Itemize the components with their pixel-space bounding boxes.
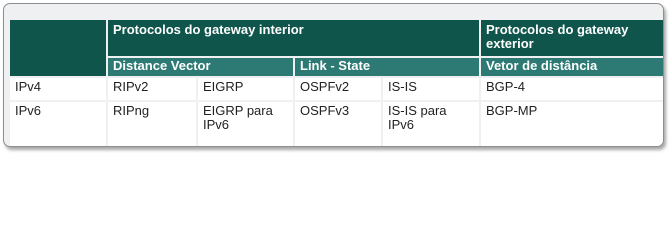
table-cell-exterior-protocol: BGP-4 [481,78,664,100]
distance-vector-header: Distance Vector [108,58,293,76]
table-cell-dv-protocol: RIPv2 [108,78,196,100]
exterior-gateway-header: Protocolos do gateway exterior [481,20,664,56]
table-cell-dv-protocol: EIGRP para IPv6 [198,102,293,147]
table-cell-dv-protocol: RIPng [108,102,196,147]
table-cell-ip-version: IPv6 [10,102,106,147]
table-cell-exterior-protocol: BGP-MP [481,102,664,147]
table-cell-dv-protocol: EIGRP [198,78,293,100]
corner-header-cell [10,20,106,76]
table-cell-ls-protocol: OSPFv3 [295,102,381,147]
table-cell-ls-protocol: IS-IS para IPv6 [383,102,479,147]
table-cell-ip-version: IPv4 [10,78,106,100]
table-cell-ls-protocol: OSPFv2 [295,78,381,100]
table-frame [3,3,664,147]
vetor-distancia-header: Vetor de distância [481,58,664,76]
link-state-header: Link - State [295,58,479,76]
interior-gateway-header: Protocolos do gateway interior [108,20,479,56]
protocol-table [10,20,660,141]
table-cell-ls-protocol: IS-IS [383,78,479,100]
